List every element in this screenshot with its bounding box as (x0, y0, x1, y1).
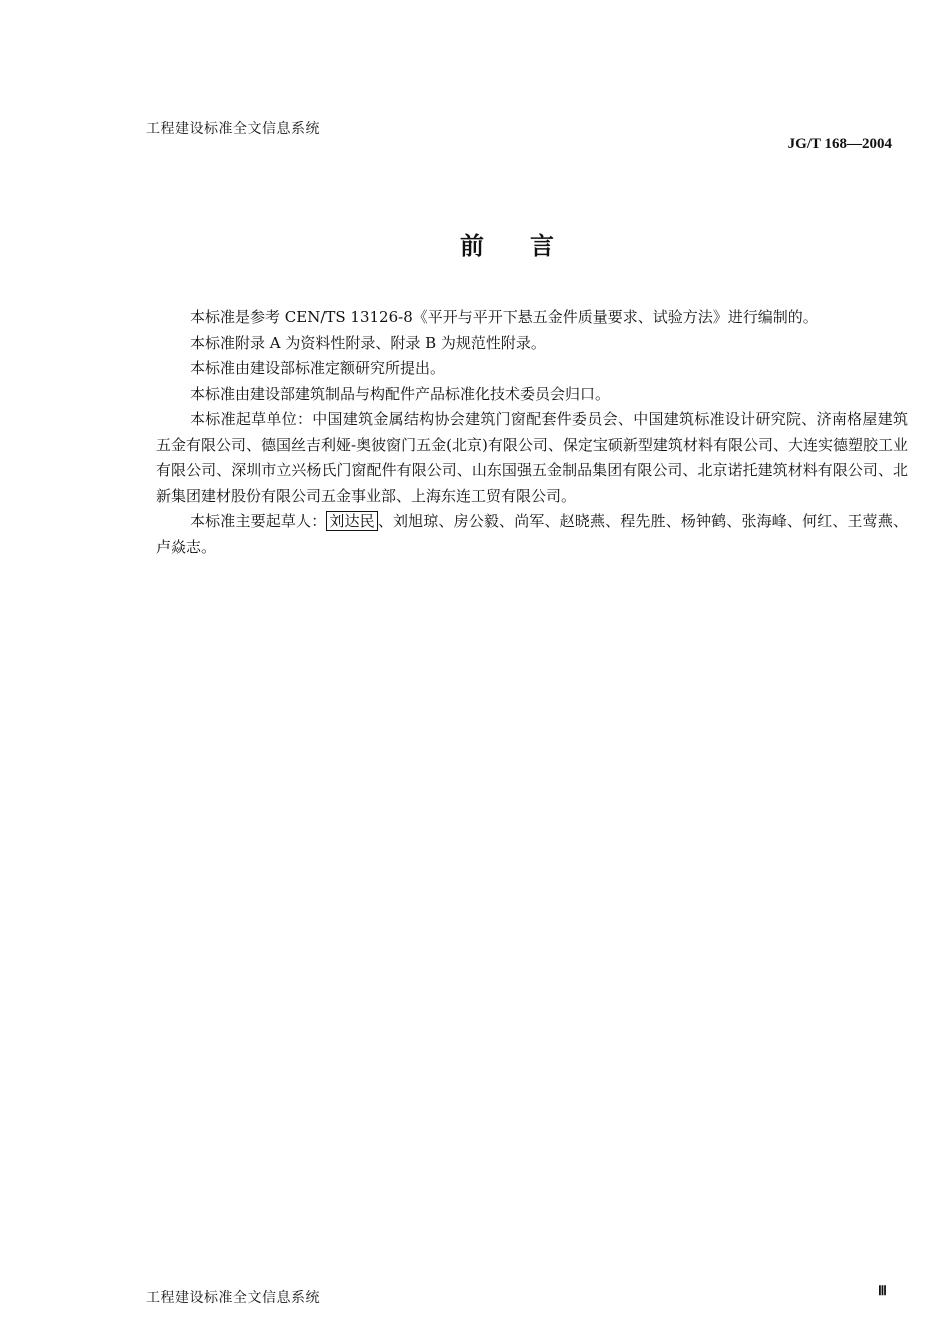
footer-system-name: 工程建设标准全文信息系统 (146, 1290, 320, 1306)
drafters-prefix: 本标准主要起草人： (190, 512, 327, 530)
page-number: Ⅲ (878, 1283, 887, 1298)
paragraph-drafters (156, 509, 908, 560)
paragraph-committee: 本标准由建设部建筑制品与构配件产品标准化技术委员会归口。 (190, 384, 611, 403)
paragraph-drafting-units: 本标准起草单位：中国建筑金属结构协会建筑门窗配套件委员会、中国建筑标准设计研究院、济南格屋建筑五金有限公司、德国丝吉利娅-奥彼窗门五金(北京)有限公司、保定宝硕新型建筑材料有限公司、大连实德塑胶工业有限公司、深圳市立兴杨氏门窗配件有限公司、山东国强五金制品集团有限公司、北京诺托建筑材料有限公司、北新集团建材股份有限公司五金事业部、上海东连工贸有限公司。 (156, 410, 908, 505)
header-system-name: 工程建设标准全文信息系统 (146, 121, 320, 137)
drafters-rest: 、刘旭琼、房公毅、尚军、赵晓燕、程先胜、杨钟鹤、张海峰、何红、王莺燕、卢焱志。 (156, 512, 908, 556)
foreword-body (156, 305, 908, 560)
highlighted-drafter-name: 刘达民 (326, 511, 377, 531)
paragraph-reference: 本标准是参考 CEN/TS 13126-8《平开与平开下悬五金件质量要求、试验方法》进行编制的。 (190, 308, 818, 326)
standard-code: JG/T 168—2004 (787, 136, 892, 152)
paragraph-proposer: 本标准由建设部标准定额研究所提出。 (190, 359, 446, 377)
page-title: 前言 (460, 232, 600, 260)
paragraph-appendix: 本标准附录 A 为资料性附录、附录 B 为规范性附录。 (190, 333, 546, 352)
